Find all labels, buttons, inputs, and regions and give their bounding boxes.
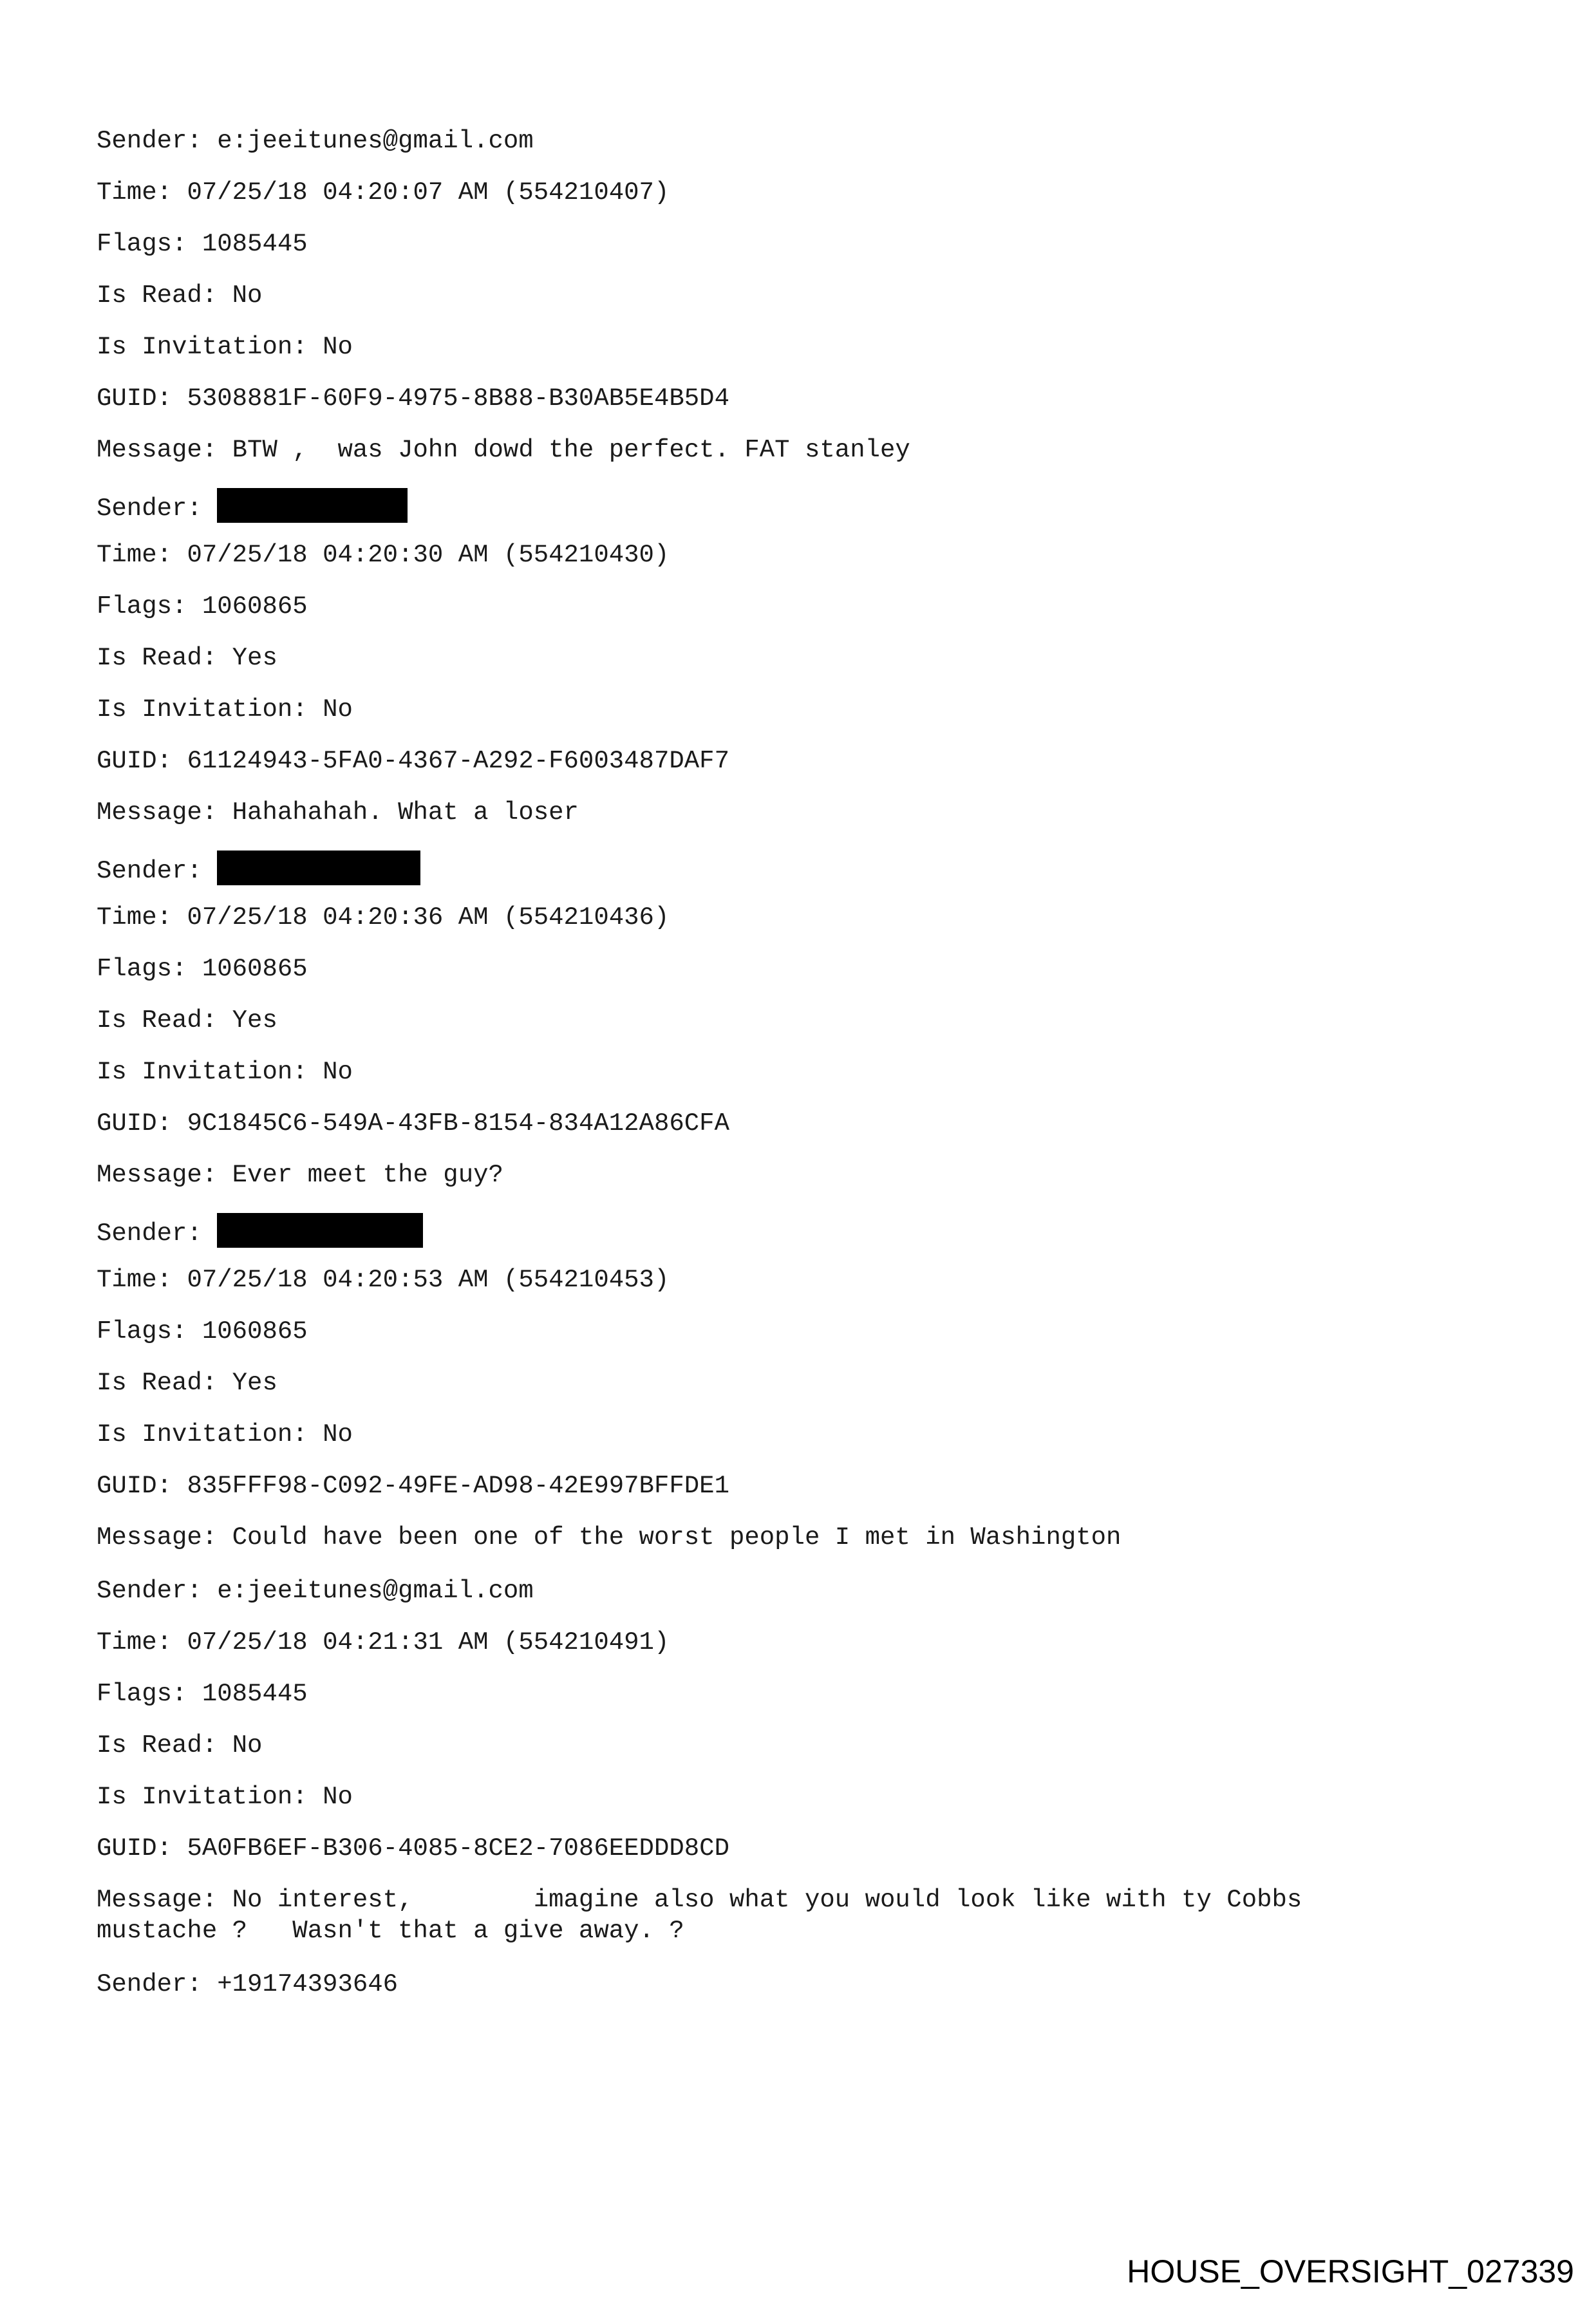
is-read-line: Is Read: No — [97, 281, 263, 310]
sender-value: e:jeeitunes@gmail.com — [217, 1577, 534, 1605]
message-line: Message: Could have been one of the worst people I met in Washington — [97, 1523, 1122, 1552]
message-log — [97, 126, 1513, 2022]
flags-value: 1085445 — [202, 1680, 308, 1708]
time-line: Time: 07/25/18 04:20:07 AM (554210407) — [97, 178, 670, 207]
flags-line: Flags: 1060865 — [97, 592, 308, 621]
guid-line: GUID: 835FFF98-C092-49FE-AD98-42E997BFFDE1 — [97, 1472, 729, 1500]
time-line: Time: 07/25/18 04:20:53 AM (554210453) — [97, 1266, 670, 1294]
sender-value: e:jeeitunes@gmail.com — [217, 127, 534, 155]
sender-line: Sender: +19174393646 — [97, 1970, 399, 1998]
sender-line: Sender: — [97, 851, 1513, 881]
guid-line: GUID: 5A0FB6EF-B306-4085-8CE2-7086EEDDD8CD — [97, 1834, 729, 1863]
guid-value: 5308881F-60F9-4975-8B88-B30AB5E4B5D4 — [187, 384, 729, 413]
guid-line: GUID: 61124943-5FA0-4367-A292-F6003487DAF7 — [97, 747, 729, 775]
flags-line: Flags: 1060865 — [97, 1317, 308, 1346]
guid-line: GUID: 9C1845C6-549A-43FB-8154-834A12A86CFA — [97, 1109, 729, 1138]
sender-line: Sender: — [97, 1213, 1513, 1244]
message-value: Hahahahah. What a loser — [232, 798, 579, 827]
message-value: No interest, imagine also what you would look like with ty Cobbs mustache ? Wasn't that a give away. ? — [97, 1886, 1302, 1945]
is-read-value: Yes — [232, 1006, 277, 1035]
message-value: BTW , was John dowd the perfect. FAT stanley — [232, 436, 910, 464]
time-line: Time: 07/25/18 04:21:31 AM (554210491) — [97, 1628, 670, 1657]
sender-line: Sender: e:jeeitunes@gmail.com — [97, 1577, 534, 1605]
is-read-value: No — [232, 281, 263, 310]
time-line: Time: 07/25/18 04:20:30 AM (554210430) — [97, 541, 670, 569]
is-invitation-value: No — [323, 1783, 353, 1811]
message-record — [97, 126, 1513, 465]
bates-number: HOUSE_OVERSIGHT_027339 — [1127, 2253, 1574, 2289]
is-read-value: Yes — [232, 1369, 277, 1397]
is-invitation-value: No — [323, 333, 353, 361]
is-read-line: Is Read: Yes — [97, 1006, 277, 1035]
message-line: Message: Ever meet the guy? — [97, 1161, 503, 1189]
guid-line: GUID: 5308881F-60F9-4975-8B88-B30AB5E4B5D4 — [97, 384, 729, 413]
message-value: Ever meet the guy? — [232, 1161, 503, 1189]
time-value: 07/25/18 04:21:31 AM (554210491) — [187, 1628, 670, 1657]
message-record — [97, 488, 1513, 828]
is-invitation-line: Is Invitation: No — [97, 333, 353, 361]
is-invitation-line: Is Invitation: No — [97, 1058, 353, 1086]
is-invitation-line: Is Invitation: No — [97, 1783, 353, 1811]
is-read-line: Is Read: Yes — [97, 1369, 277, 1397]
message-line: Message: BTW , was John dowd the perfect. FAT stanley — [97, 436, 910, 464]
is-invitation-line: Is Invitation: No — [97, 1420, 353, 1449]
flags-line: Flags: 1060865 — [97, 955, 308, 983]
guid-value: 835FFF98-C092-49FE-AD98-42E997BFFDE1 — [187, 1472, 729, 1500]
guid-value: 9C1845C6-549A-43FB-8154-834A12A86CFA — [187, 1109, 729, 1138]
is-read-line: Is Read: Yes — [97, 644, 277, 672]
guid-value: 61124943-5FA0-4367-A292-F6003487DAF7 — [187, 747, 729, 775]
sender-value: +19174393646 — [217, 1970, 399, 1998]
flags-value: 1085445 — [202, 230, 308, 258]
is-invitation-value: No — [323, 1058, 353, 1086]
is-invitation-value: No — [323, 695, 353, 724]
flags-value: 1060865 — [202, 1317, 308, 1346]
message-record — [97, 1575, 1513, 1946]
message-record — [97, 851, 1513, 1190]
flags-value: 1060865 — [202, 955, 308, 983]
message-value: Could have been one of the worst people I met in Washington — [232, 1523, 1122, 1552]
redaction-box — [217, 1213, 423, 1248]
message-line: Message: No interest, imagine also what you would look like with ty Cobbs mustache ? Wasn't that a give away. ? — [97, 1886, 1302, 1945]
flags-line: Flags: 1085445 — [97, 1680, 308, 1708]
time-value: 07/25/18 04:20:30 AM (554210430) — [187, 541, 670, 569]
flags-line: Flags: 1085445 — [97, 230, 308, 258]
time-line: Time: 07/25/18 04:20:36 AM (554210436) — [97, 903, 670, 932]
guid-value: 5A0FB6EF-B306-4085-8CE2-7086EEDDD8CD — [187, 1834, 729, 1863]
redaction-box — [217, 488, 408, 523]
is-invitation-value: No — [323, 1420, 353, 1449]
is-read-value: No — [232, 1731, 263, 1760]
is-invitation-line: Is Invitation: No — [97, 695, 353, 724]
sender-line: Sender: e:jeeitunes@gmail.com — [97, 127, 534, 155]
message-record — [97, 1969, 1513, 2000]
sender-line: Sender: — [97, 488, 1513, 519]
message-record — [97, 1213, 1513, 1553]
message-line: Message: Hahahahah. What a loser — [97, 798, 579, 827]
time-value: 07/25/18 04:20:53 AM (554210453) — [187, 1266, 670, 1294]
is-read-line: Is Read: No — [97, 1731, 263, 1760]
time-value: 07/25/18 04:20:36 AM (554210436) — [187, 903, 670, 932]
redaction-box — [217, 851, 420, 885]
is-read-value: Yes — [232, 644, 277, 672]
flags-value: 1060865 — [202, 592, 308, 621]
time-value: 07/25/18 04:20:07 AM (554210407) — [187, 178, 670, 207]
